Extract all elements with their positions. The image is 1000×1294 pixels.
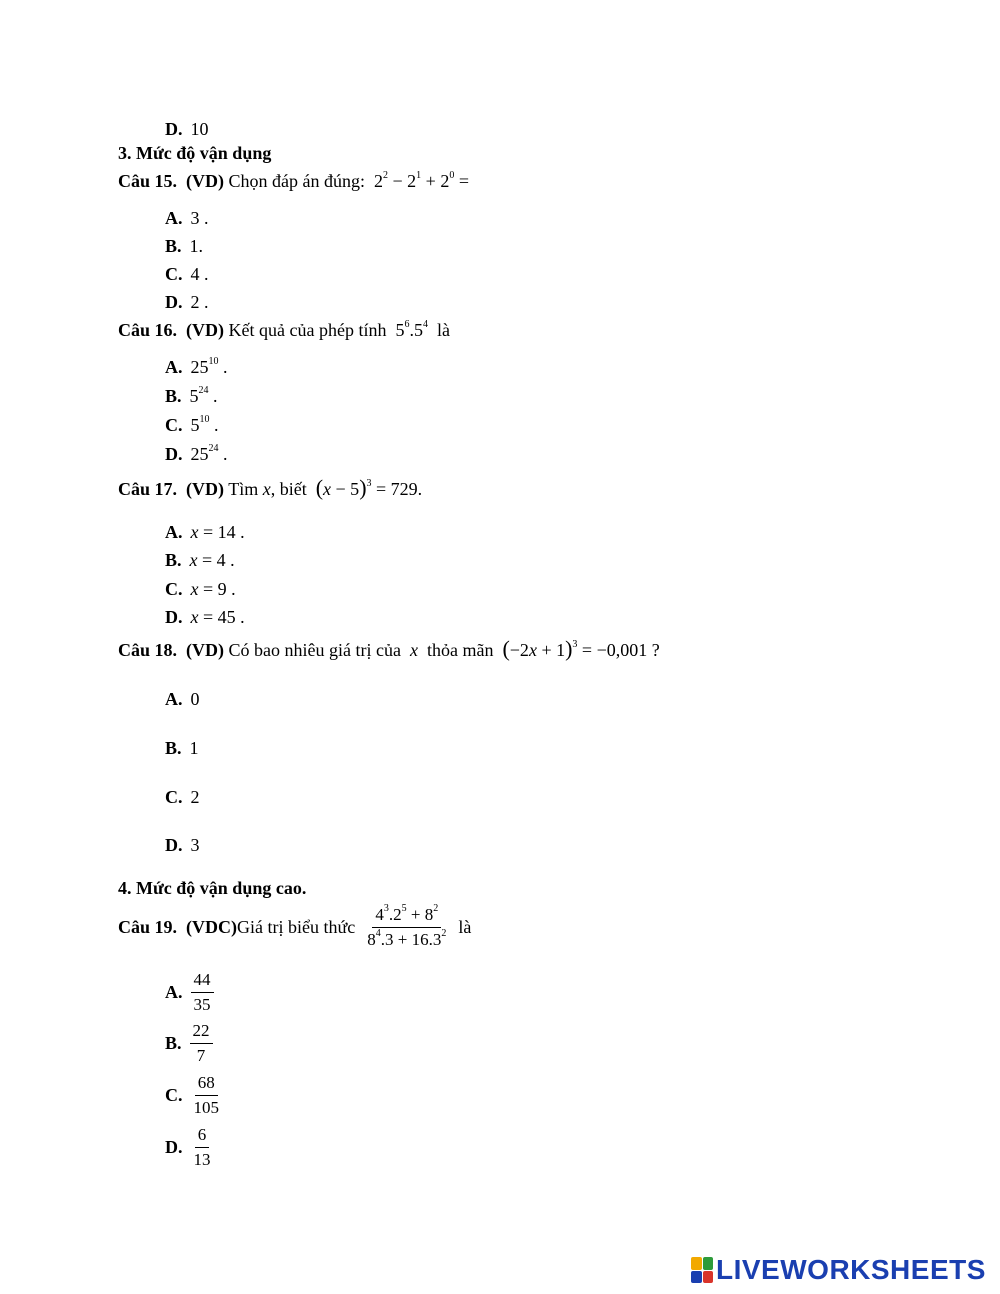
question-suffix: là bbox=[436, 320, 450, 340]
option-label: D. bbox=[165, 119, 183, 139]
option-base: 5 bbox=[189, 386, 199, 406]
q16-option-d[interactable]: D. $25^{24}$ . bbox=[165, 443, 228, 464]
q18-option-c[interactable] bbox=[165, 787, 200, 808]
option-text: 4 bbox=[216, 550, 226, 570]
option-exponent: 10 bbox=[208, 356, 219, 367]
q17-option-b[interactable]: B. x = 4 . bbox=[165, 550, 235, 570]
option-text: 10 bbox=[190, 119, 209, 139]
option-text: 2 bbox=[190, 787, 200, 807]
option-label: B. bbox=[165, 386, 182, 406]
question-mid-text: thỏa mãn bbox=[426, 640, 494, 660]
question-number: Câu 19. bbox=[118, 917, 178, 938]
q19-option-b[interactable] bbox=[165, 1021, 213, 1067]
option-label: B. bbox=[165, 738, 182, 758]
option-label: A. bbox=[165, 982, 183, 1003]
logo-square bbox=[703, 1271, 714, 1284]
option-label: B. bbox=[165, 1033, 182, 1054]
option-exponent: 24 bbox=[208, 443, 219, 454]
logo-square bbox=[703, 1257, 714, 1270]
question-text: Có bao nhiêu giá trị của bbox=[228, 640, 401, 660]
option-label: B. bbox=[165, 550, 182, 570]
question-number: Câu 18. bbox=[118, 640, 178, 660]
option-label: A. bbox=[165, 208, 183, 228]
q19-option-c[interactable] bbox=[165, 1073, 222, 1119]
q15-option-a[interactable]: A. 3 . bbox=[165, 208, 209, 228]
variable-x: x bbox=[409, 640, 418, 660]
math-fraction: $\frac{4^3.2^5 + 8^2}{8^4.3 + 16.3^2}$ bbox=[367, 903, 447, 950]
q16-option-c[interactable]: C. $5^{10}$ . bbox=[165, 414, 219, 435]
option-text: 3 bbox=[190, 835, 200, 855]
option-base: 5 bbox=[190, 415, 200, 435]
option-text: 2 bbox=[190, 292, 200, 312]
q15-option-b[interactable]: B. 1. bbox=[165, 236, 204, 256]
option-exponent: 10 bbox=[199, 414, 210, 425]
option-label: C. bbox=[165, 415, 183, 435]
logo-text: LIVEWORKSHEETS bbox=[716, 1254, 986, 1285]
option-label: B. bbox=[165, 236, 182, 256]
q15-option-c[interactable]: C. 4 . bbox=[165, 264, 209, 284]
q18-option-b[interactable] bbox=[165, 738, 199, 759]
option-d-prev bbox=[165, 119, 209, 140]
question-level: (VD) bbox=[186, 479, 225, 499]
question-level: (VD) bbox=[186, 640, 225, 660]
q16-option-a[interactable]: A. $25^{10}$ . bbox=[165, 356, 228, 377]
option-label: D. bbox=[165, 1137, 183, 1158]
question-17 bbox=[118, 475, 423, 500]
option-text: 1 bbox=[189, 236, 199, 256]
question-number: Câu 16. bbox=[118, 320, 178, 340]
option-text: 9 bbox=[217, 579, 227, 599]
question-text: Tìm bbox=[228, 479, 259, 499]
q18-option-a[interactable] bbox=[165, 689, 200, 710]
option-text: 4 bbox=[190, 264, 200, 284]
question-level: (VDC) bbox=[186, 917, 238, 938]
q17-option-d[interactable]: D. x = 45 . bbox=[165, 607, 245, 627]
option-fraction: $\frac{22}{7}$ bbox=[190, 1021, 213, 1067]
option-text: 1 bbox=[189, 738, 199, 758]
option-label: D. bbox=[165, 444, 183, 464]
logo-square bbox=[691, 1271, 702, 1284]
option-label: C. bbox=[165, 787, 183, 807]
question-number: Câu 15. bbox=[118, 171, 178, 191]
option-label: D. bbox=[165, 607, 183, 627]
option-label: C. bbox=[165, 264, 183, 284]
option-label: D. bbox=[165, 835, 183, 855]
question-19 bbox=[118, 905, 471, 951]
option-text: 45 bbox=[217, 607, 236, 627]
q19-option-a[interactable] bbox=[165, 970, 214, 1016]
question-level: (VD) bbox=[186, 171, 225, 191]
liveworksheets-logo-icon bbox=[691, 1257, 713, 1283]
option-label: A. bbox=[165, 689, 183, 709]
question-15 bbox=[118, 171, 469, 192]
math-expression: $5^6.5^4$ bbox=[395, 319, 428, 340]
math-expression: x, biết $(x - 5)^3 = 729$. bbox=[262, 475, 423, 500]
option-text: 14 bbox=[217, 522, 236, 542]
section-heading-4: 4. Mức độ vận dụng cao. bbox=[118, 878, 307, 898]
option-fraction: $\frac{68}{105}$ bbox=[193, 1073, 219, 1118]
option-label: C. bbox=[165, 579, 183, 599]
option-base: 25 bbox=[190, 444, 209, 464]
option-exponent: 24 bbox=[198, 385, 209, 396]
option-fraction: $\frac{6}{13}$ bbox=[193, 1125, 211, 1170]
question-number: Câu 17. bbox=[118, 479, 178, 499]
q16-option-b[interactable]: B. $5^{24}$ . bbox=[165, 385, 218, 406]
question-text: Giá trị biểu thức bbox=[237, 917, 356, 938]
question-level: (VD) bbox=[186, 320, 225, 340]
option-label: A. bbox=[165, 357, 183, 377]
option-text: 0 bbox=[190, 689, 200, 709]
question-suffix: là bbox=[458, 917, 472, 938]
section-heading-3: 3. Mức độ vận dụng bbox=[118, 143, 272, 163]
math-expression: $(-2x + 1)^3 = -0,001$ ? bbox=[502, 636, 660, 661]
option-label: D. bbox=[165, 292, 183, 312]
question-text: Kết quả của phép tính bbox=[228, 320, 387, 340]
question-text: Chọn đáp án đúng: bbox=[228, 171, 366, 191]
option-fraction: $\frac{44}{35}$ bbox=[191, 970, 214, 1016]
option-label: A. bbox=[165, 522, 183, 542]
q18-option-d[interactable] bbox=[165, 835, 200, 856]
logo-square bbox=[691, 1257, 702, 1270]
question-18 bbox=[118, 636, 660, 661]
option-label: C. bbox=[165, 1085, 183, 1106]
option-text: 3 bbox=[190, 208, 200, 228]
q17-option-a[interactable]: A. x = 14 . bbox=[165, 522, 245, 542]
math-expression: $2^2 - 2^1 + 2^0$ = bbox=[374, 170, 469, 191]
q19-option-d[interactable] bbox=[165, 1125, 214, 1171]
q17-option-c[interactable]: C. x = 9 . bbox=[165, 579, 236, 599]
option-base: 25 bbox=[190, 357, 209, 377]
q15-option-d[interactable]: D. 2 . bbox=[165, 292, 209, 312]
liveworksheets-logo bbox=[691, 1254, 986, 1286]
question-16 bbox=[118, 320, 450, 341]
